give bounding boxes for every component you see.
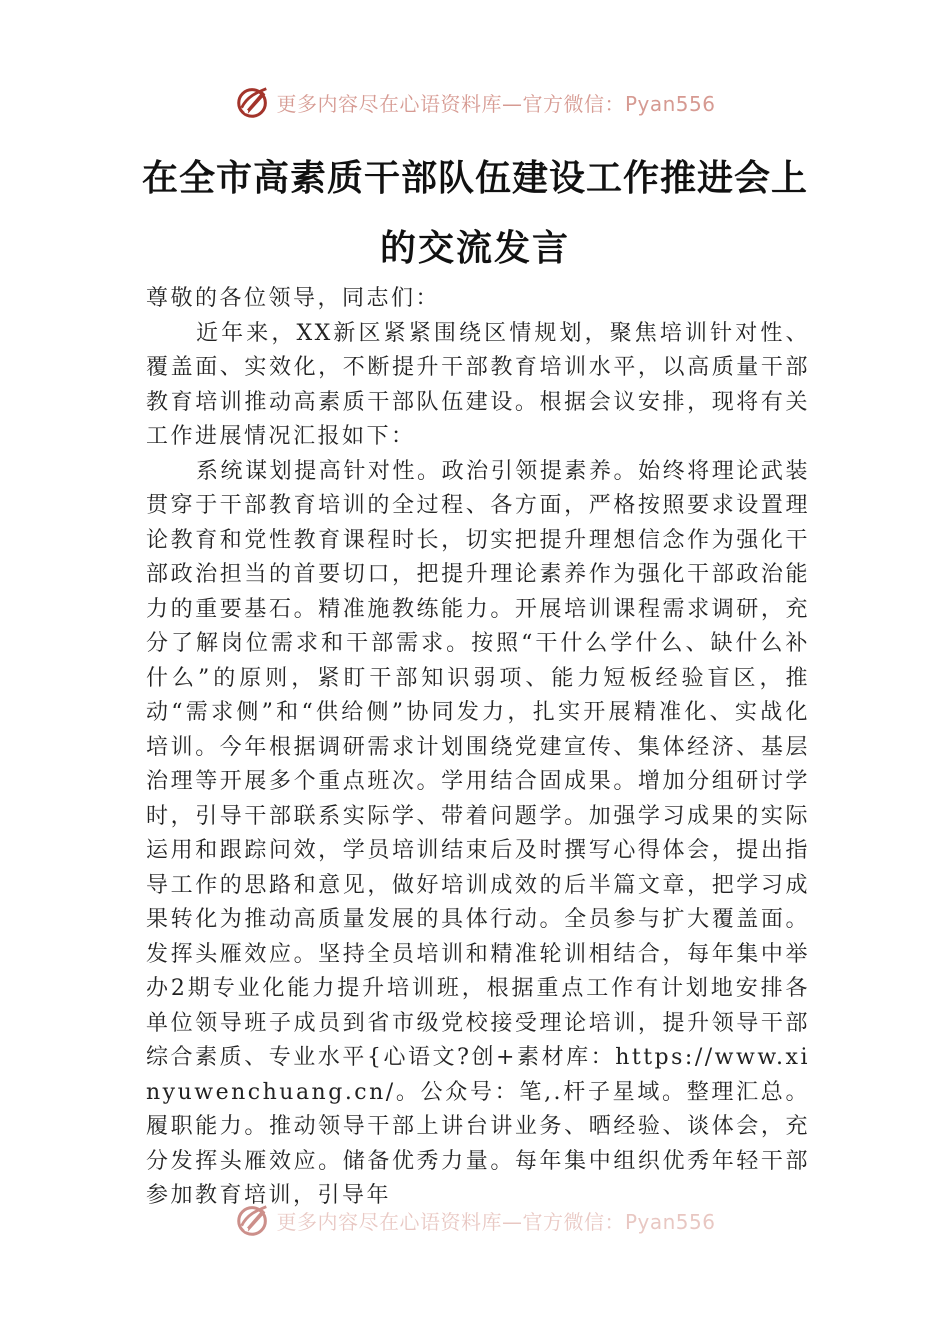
footer-watermark-banner [0,1198,950,1242]
body-paragraph-1: 近年来，XX新区紧紧围绕区情规划，聚焦培训针对性、覆盖面、实效化，不断提升干部教育培训水平，以高质量干部教育培训推动高素质干部队伍建设。根据会议安排，现将有关工作进展情况汇报如下： [146,320,810,449]
document-title-line-1: 在全市高素质干部队伍建设工作推进会上 [141,157,808,199]
watermark-text: 更多内容尽在心语资料库—官方微信：Pyan556 [276,91,716,116]
salutation: 尊敬的各位领导，同志们： [146,286,441,311]
document-title-line-2: 的交流发言 [379,227,570,269]
body-paragraph-2: 系统谋划提高针对性。政治引领提素养。始终将理论武装贯穿于干部教育培训的全过程、各方面，严格按照要求设置理论教育和党性教育课程时长，切实把提升理想信念作为强化干部政治担当的首要切口，把提升理论素养作为强化干部政治能力的重要基石。精准施教练能力。开展培训课程需求调研，充分了解岗位需求和干部需求。按照“干什么学什么、缺什么补什么”的原则，紧盯干部知识弱项、能力短板经验盲区，推动“需求侧”和“供给侧”协同发力，扎实开展精准化、实战化培训。今年根据调研需求计划围绕党建宣传、集体经济、基层治理等开展多个重点班次。学用结合固成果。增加分组研讨学时，引导干部联系实际学、带着问题学。加强学习成果的实际运用和跟踪问效，学员培训结束后及时撰写心得体会，提出指导工作的思路和意见，做好培训成效的后半篇文章，把学习成果转化为推动高质量发展的具体行动。全员参与扩大覆盖面。发挥头雁效应。坚持全员培训和精准轮训相结合，每年集中举办2期专业化能力提升培训班，根据重点工作有计划地安排各单位领导班子成员到省市级党校接受理论培训，提升领导干部综合素质、专业水平{心语文?创+素材库：https://www.xinyuwenchuang.cn/。公众号：笔,.杆子星域。整理汇总。履职能力。推动领导干部上讲台讲业务、晒经验、谈体会，充分发挥头雁效应。储备优秀力量。每年集中组织优秀年轻干部参加教育培训，引导年 [146,458,810,1208]
watermark-text: 更多内容尽在心语资料库—官方微信：Pyan556 [276,1209,716,1234]
pen-swirl-logo-icon [234,1201,272,1239]
document-body [146,282,810,1214]
